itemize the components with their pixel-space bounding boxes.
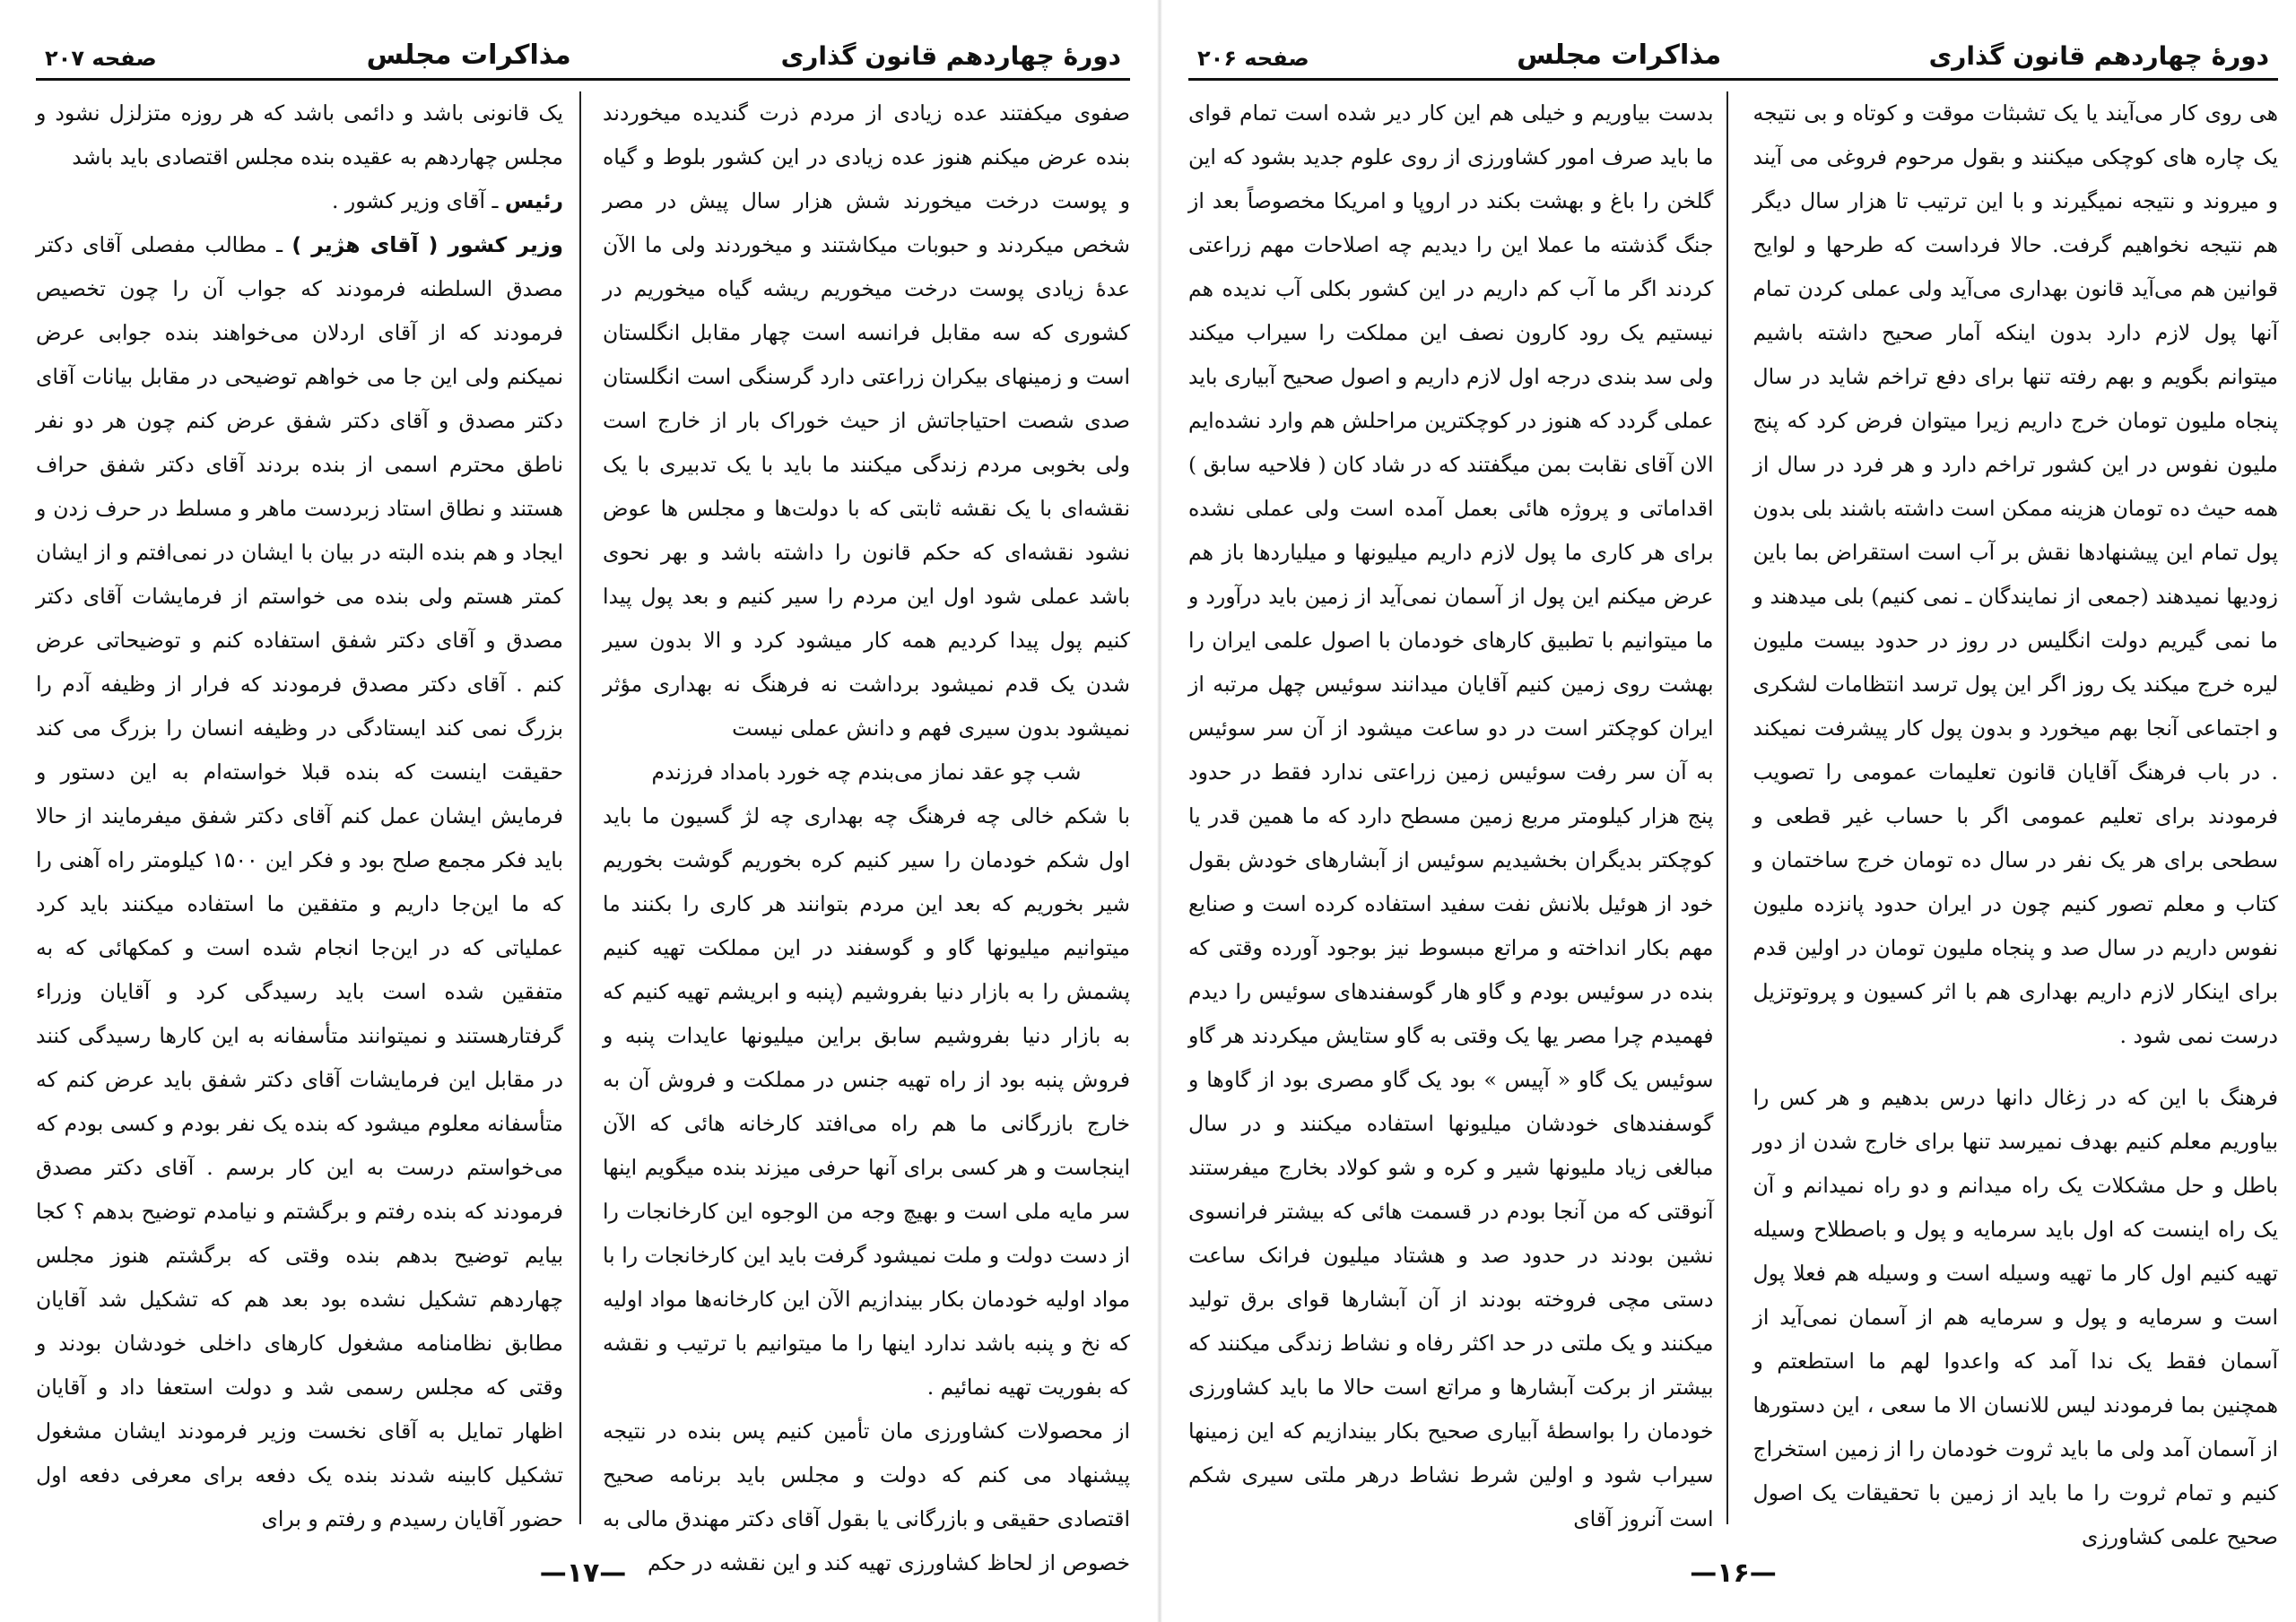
page-207 bbox=[36, 18, 1130, 1605]
page-206 bbox=[1188, 18, 2278, 1605]
paragraph: هی روی کار می‌آیند یا یک تشبثات موقت و کوتاه و بی نتیجه یک چاره های کوچکی میکنند و بقول مرحوم فروغی می آیند و میروند و نتیجه نمیگیرند و با این ترتیب تا هزار سال دیگر هم نتیجه نخواهیم گرفت. حالا فرداست که طرحها و لوایح قوانین هم می‌آید قانون بهداری می‌آید ولی عملی کردن تمام آنها پول لازم دارد بدون اینکه آمار صحیح داشته باشیم میتوانم بگویم و بهم رفته تنها برای دفع تراخم شاید در سال پنجاه ملیون تومان خرج داریم زیرا میتوان فرض کرد که پنج ملیون نفوس در این کشور تراخم دارد و هر فرد در سال از همه حیث ده تومان هزینه ممکن است داشته باشند بلی بدون پول تمام این پیشنهادها نقش بر آب است استقراض بما باین زودیها نمیدهند (جمعی از نمایندگان ـ نمی کنیم) بلی میدهند و ما نمی گیریم دولت انگلیس در روز در حدود بیست ملیون لیره خرج میکند یک روز اگر این پول ترسد انتظامات لشکری و اجتماعی آنجا بهم میخورد و بدون پول کار پیشرفت نمیکند . در باب فرهنگ آقایان قانون تعلیمات عمومی را تصویب فرمودند برای تعلیم عمومی اگر با حساب غیر قطعی و سطحی برای هر یک نفر در سال ده تومان خرج ساختمان و کتاب و معلم تصور کنیم چون در ایران حدود پانزده ملیون نفوس داریم در سال صد و پنجاه ملیون تومان در اولین قدم برای اینکار لازم داریم بهداری هم با اثر کسیون و پروتوتزیل درست نمی شود . bbox=[1752, 100, 2278, 1048]
header-title: مذاکرات مجلس bbox=[366, 39, 571, 71]
page-header bbox=[1188, 18, 2278, 81]
page-footer-number: —۱۶— bbox=[1690, 1557, 1777, 1589]
speaker-name: رئیس bbox=[504, 188, 563, 213]
speech-paragraph bbox=[36, 179, 563, 223]
session-title: دورهٔ چهاردهم قانون گذاری bbox=[780, 41, 1121, 71]
page-header bbox=[36, 18, 1130, 81]
page-footer-number: —۱۷— bbox=[539, 1557, 627, 1589]
speech-text: ـ مطالب مفصلی آقای دکتر مصدق السلطنه فرمودند که جواب آن را چون تخصیص فرمودند که از آقای اردلان می‌خواهند بنده جوابی عرض نمیکنم ولی این جا می خواهم توضیحی در مقابل بیانات آقای دکتر مصدق و آقای دکتر شفق عرض کنم چون هر دو نفر ناطق محترم اسمی از بنده بردند آقای دکتر شفق حراف هستند و نطاق استاد زبردست ماهر و مسلط در حرف زدن و ایجاد و هم بنده البته در بیان با ایشان در نمی‌افتم و از ایشان کمتر هستم ولی بنده می خواستم از فرمایشات آقای دکتر مصدق و آقای دکتر شفق استفاده کنم و توضیحاتی عرض کنم . آقای دکتر مصدق فرمودند که فرار از وظیفه آدم را بزرگ نمی کند ایستادگی در وظیفه انسان را بزرگ می کند حقیقت اینست که بنده قبلا خواسته‌ام به این دستور و فرمایش ایشان عمل کنم آقای دکتر شفق میفرمایند از حالا باید فکر مجمع صلح بود و فکر این ۱۵۰۰ کیلومتر راه آهنی را که ما این‌جا داریم و متفقین ما استفاده میکنند باید کرد عملیاتی که در این‌جا انجام شده است و کمکهائی که به متفقین شده است باید رسیدگی کرد و آقایان وزراء گرفتارهستند و نمیتوانند متأسفانه به این کارها رسیدگی کنند در مقابل این فرمایشات آقای دکتر شفق باید عرض کنم که متأسفانه معلوم میشود که بنده یک نفر بودم و کسی بودم که می‌خواستم درست به این کار برسم . آقای دکتر مصدق فرمودند که بنده رفتم و برگشتم و نیامدم توضیح بدهم ؟ کجا بیایم توضیح بدهم بنده وقتی که برگشتم هنوز مجلس چهاردهم تشکیل نشده بود بعد هم که تشکیل شد آقایان مطابق نظامنامه مشغول کارهای داخلی خودشان بودند و وقتی که مجلس رسمی شد و دولت استعفا داد و آقایان اظهار تمایل به آقای نخست وزیر فرمودند ایشان مشغول تشکیل کابینه شدند بنده یک دفعه برای معرفی دفعه اول حضور آقایان رسیدم و رفتم و برای bbox=[36, 232, 563, 1531]
left-column bbox=[1188, 91, 1714, 1531]
text-columns bbox=[1188, 91, 2278, 1549]
paragraph: یک قانونی باشد و دائمی باشد که هر روزه متزلزل نشود و مجلس چهاردهم به عقیده بنده مجلس اقتصادی باید باشد bbox=[36, 100, 563, 169]
page-number-label: صفحه ۲۰۶ bbox=[1197, 46, 1309, 71]
speech-text: ـ آقای وزیر کشور . bbox=[331, 188, 505, 213]
book-gutter bbox=[1157, 0, 1162, 1622]
speech-paragraph bbox=[36, 223, 563, 1541]
header-title: مذاکرات مجلس bbox=[1517, 39, 1722, 71]
left-column bbox=[36, 91, 563, 1531]
paragraph: فرهنگ با این که در زغال دانها درس بدهیم و هر کس را بیاوریم معلم کنیم بهدف نمیرسد تنها برای خارج شدن از دور باطل و حل مشکلات یک راه میدانم و دو راه نمیدانم و آن یک راه اینست که اول باید سرمایه و پول و باصطلاح وسیله تهیه کنیم اول کار ما تهیه وسیله است و وسیله هم فعلا پول است و سرمایه و پول و سرمایه هم از آسمان نمی‌آید از آسمان فقط یک ندا آمد که واعدوا لهم ما استطعتم و همچنین بما فرمودند لیس للانسان الا ما سعی ، این دستورها از آسمان آمد ولی ما باید ثروت خودمان را از زمین استخراج کنیم و تمام ثروت را ما باید از زمین با تحقیقات یک اصول صحیح علمی کشاورزی bbox=[1752, 1085, 2278, 1549]
right-column bbox=[1752, 91, 2279, 1549]
page-number-label: صفحه ۲۰۷ bbox=[45, 46, 157, 71]
paragraph: صفوی میکفتند عده زیادی از مردم ذرت گندیده میخوردند بنده عرض میکنم هنوز عده زیادی در این کشور بلوط و گیاه و پوست درخت میخورند شش هزار سال پیش در مصر شخص میکردند و حبوبات میکاشتند و میخوردند ولی ما الآن عدهٔ زیادی پوست درخت میخوریم ریشه گیاه میخوریم در کشوری که سه مقابل فرانسه است چهار مقابل انگلستان است و زمینهای بیکران زراعتی دارد گرسنگی است انگلستان صدی شصت احتیاجاتش از حیث خوراک بار از خارج است ولی بخوبی مردم زندگی میکنند ما باید با یک تدبیری با یک نقشه‌ای با یک نقشه ثابتی که با دولت‌ها و مجلس ها عوض نشود نقشه‌ای که حکم قانون را داشته باشد و بهر نحوی باشد عملی شود اول این مردم را سیر کنیم و بعد پول پیدا کنیم پول پیدا کردیم همه کار میشود کرد و الا بدون سیر شدن یک قدم نمیشود برداشت نه فرهنگ نه بهداری مؤثر نمیشود بدون سیری فهم و دانش عملی نیست bbox=[603, 100, 1130, 741]
verse-line: شب چو عقد نماز می‌بندم چه خورد بامداد فرزندم bbox=[651, 759, 1082, 785]
session-title: دورهٔ چهاردهم قانون گذاری bbox=[1928, 41, 2269, 71]
paragraph: از محصولات کشاورزی مان تأمین کنیم پس بنده در نتیجه پیشنهاد می کنم که دولت و مجلس باید برنامه صحیح اقتصادی حقیقی و بازرگانی یا بقول آقای دکتر مهندق مالی به خصوص از لحاظ کشاورزی تهیه کند و این نقشه در حکم bbox=[603, 1418, 1130, 1575]
right-column bbox=[603, 91, 1130, 1575]
paragraph: بدست بیاوریم و خیلی هم این کار دیر شده است تمام قوای ما باید صرف امور کشاورزی از روی علوم جدید بشود که این گلخن را باغ و بهشت بکند در اروپا و امریکا مخصوصاً بعد از جنگ گذشته ما عملا این را دیدیم چه اصلاحات مهم زراعتی کردند اگر ما آب کم داریم در این کشور بکلی آب ندیده هم نیستیم یک رود کارون نصف این مملکت را سیراب میکند ولی سد بندی درجه اول لازم داریم و اصول صحیح آبیاری باید عملی گردد که هنوز در کوچکترین مراحلش هم وارد نشده‌ایم الان آقای نقابت بمن میگفتند که در شاد کان ( فلاحیه سابق ) اقداماتی و پروژه هائی بعمل آمده است ولی عملی نشده برای هر کاری ما پول لازم داریم میلیونها و میلیاردها باز هم عرض میکنم این پول از آسمان نمی‌آید از زمین باید درآورد و ما میتوانیم با تطبیق کارهای خودمان با اصول علمی ایران را بهشت روی زمین کنیم آقایان میدانند سوئیس چهل مرتبه از ایران کوچکتر است در دو ساعت میشود از آن سر سوئیس به آن سر رفت سوئیس زمین زراعتی ندارد فقط در حدود پنج هزار کیلومتر مربع زمین مسطح دارد که ما همین قدر یا کوچکتر بدیگران بخشیدیم سوئیس از آبشارهای خودش بقول خود از هوئیل بلانش نفت سفید استفاده کرده است و صنایع مهم بکار انداخته و مراتع مبسوط نیز بوجود آورده وقتی که بنده در سوئیس بودم و گاو هار گوسفندهای سوئیس را دیدم فهمیدم چرا مصر یها یک وقتی به گاو ستایش میکردند هر گاو سوئیس یک گاو « آپیس » بود یک گاو مصری بود از گاوها و گوسفندهای خودشان میلیونها استفاده میکنند و در سال مبالغی زیاد ملیونها شیر و کره و شو کولاد بخارج میفرستند آنوقتی که من آنجا بودم در قسمت هائی که بیشتر فرانسوی نشین بودند در حدود صد و هشتاد میلیون فرانک ساعت دستی مچی فروخته بودند از آن آبشارها قوای برق تولید میکنند و یک ملتی در حد اکثر رفاه و نشاط زندگی میکنند که بیشتر از برکت آبشارها و مراتع است حالا ما باید کشاورزی خودمان را بواسطهٔ آبیاری صحیح بکار بیندازیم که این زمینها سیراب شود و اولین شرط نشاط درهر ملتی سیری شکم است آنروز آقای bbox=[1188, 100, 1714, 1531]
paragraph: با شکم خالی چه فرهنگ چه بهداری چه لژ گسیون ما باید اول شکم خودمان را سیر کنیم کره بخوریم گوشت بخوریم شیر بخوریم که بعد این مردم بتوانند هر کاری را بکنند ما میتوانیم میلیونها گاو و گوسفند در این مملکت تهیه کنیم پشمش را به بازار دنیا بفروشیم (پنبه و ابریشم تهیه کنیم که به بازار دنیا بفروشیم سابق براین میلیونها عایدات پنبه و فروش پنبه بود از راه تهیه جنس در مملکت و فروش آن به خارج بازرگانی ما هم راه می‌افتد کارخانه هائی که الآن اینجاست و هر کسی برای آنها حرفی میزند بنده میگویم اینها سر مایه ملی است و بهیچ وجه من الوجوه این کارخانجات را از دست دولت و ملت نمیشود گرفت باید این کارخانجات را با مواد اولیه خودمان بکار بیندازیم الآن این کارخانه‌ها مواد اولیه که نخ و پنبه باشد ندارد اینها را ما میتوانیم با ترتیب و نقشه که بفوریت تهیه نمائیم . bbox=[603, 803, 1130, 1400]
speaker-name: وزیر کشور ( آقای هژیر ) bbox=[291, 232, 563, 257]
